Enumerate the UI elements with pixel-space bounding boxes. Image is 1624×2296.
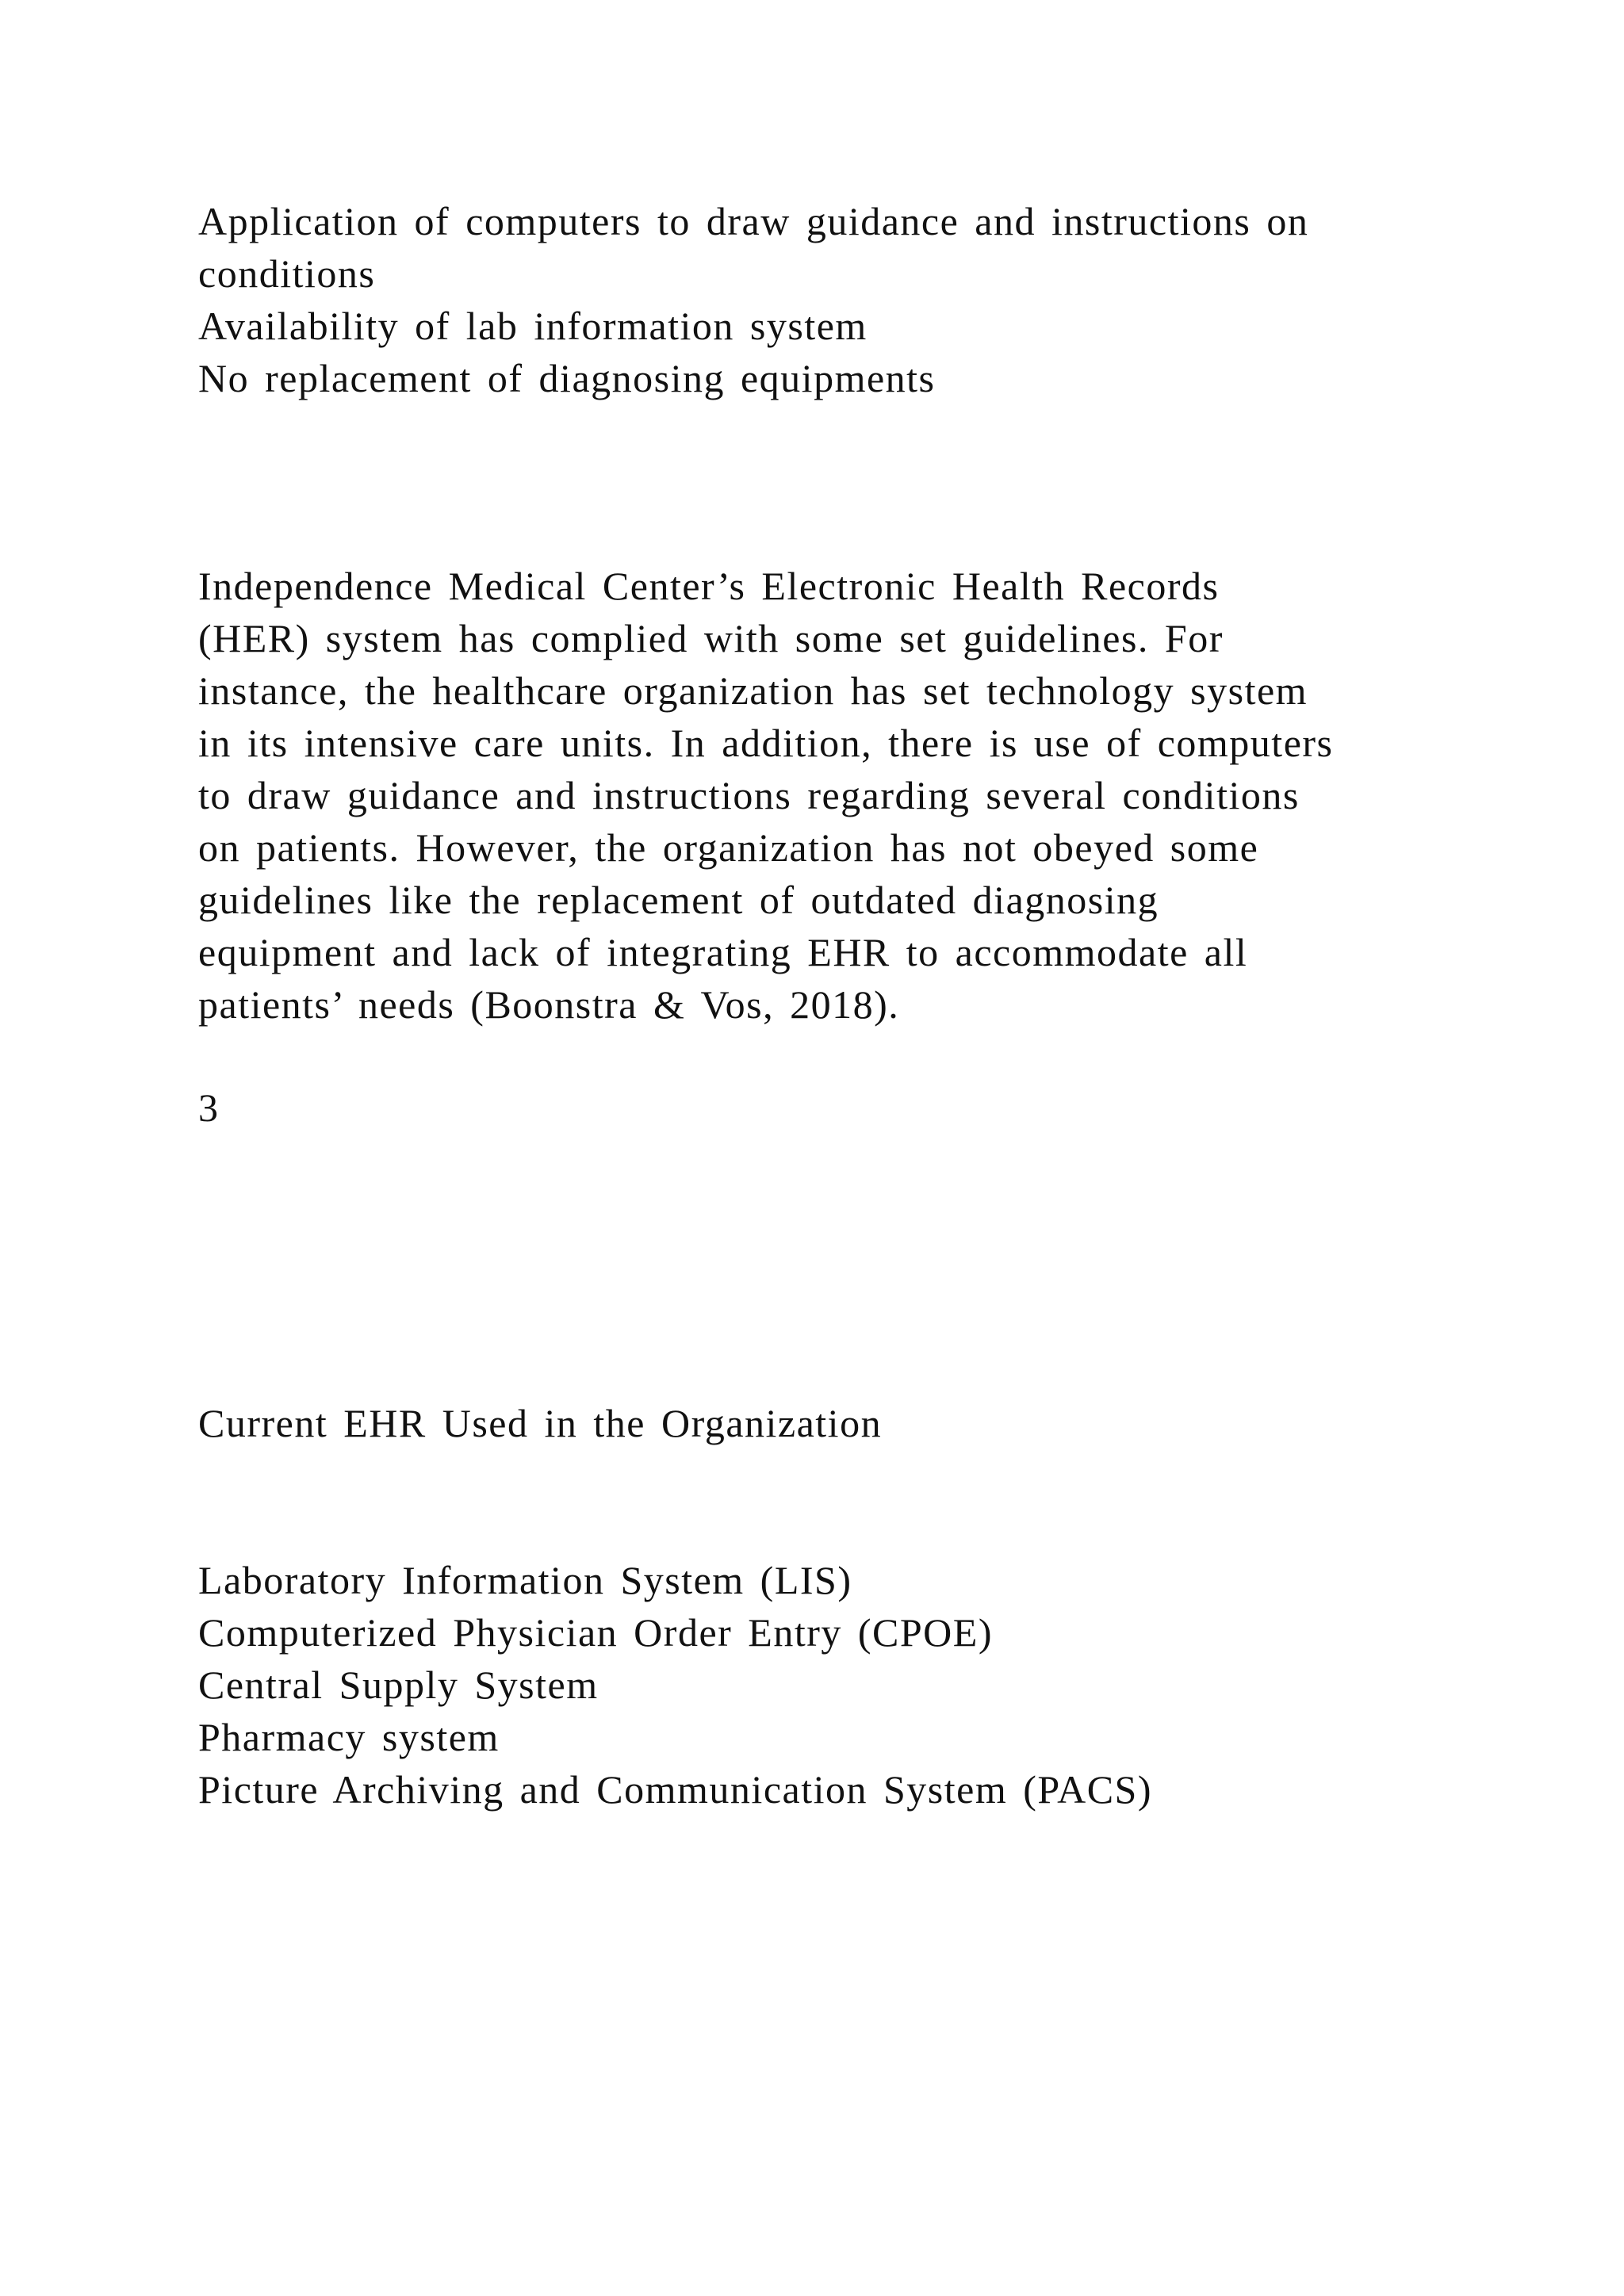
list-item: conditions	[198, 251, 376, 296]
body-paragraph	[198, 560, 1435, 1031]
list-item: No replacement of diagnosing equipments	[198, 356, 936, 400]
section-heading: Current EHR Used in the Organization	[198, 1401, 883, 1445]
paragraph-line: to draw guidance and instructions regarding several conditions	[198, 773, 1300, 817]
paragraph-line: equipment and lack of integrating EHR to accommodate all	[198, 930, 1248, 974]
paragraph-line: (HER) system has complied with some set guidelines. For	[198, 616, 1224, 660]
list-item: Pharmacy system	[198, 1715, 500, 1759]
list-item: Central Supply System	[198, 1663, 599, 1707]
paragraph-line: patients’ needs (Boonstra & Vos, 2018).	[198, 982, 900, 1027]
paragraph-line: in its intensive care units. In addition, there is use of computers	[198, 721, 1334, 765]
paragraph-line: on patients. However, the organization has not obeyed some	[198, 825, 1259, 870]
paragraph-line: Independence Medical Center’s Electronic Health Records	[198, 564, 1220, 608]
list-item: Computerized Physician Order Entry (CPOE)	[198, 1610, 993, 1655]
list-item: Application of computers to draw guidance and instructions on	[198, 199, 1309, 243]
paragraph-line: instance, the healthcare organization has set technology system	[198, 668, 1308, 713]
top-list	[198, 195, 1435, 404]
paragraph-line: guidelines like the replacement of outdated diagnosing	[198, 878, 1159, 922]
list-item: Availability of lab information system	[198, 304, 868, 348]
list-item: Picture Archiving and Communication System (PACS)	[198, 1767, 1153, 1812]
page-number: 3	[198, 1085, 220, 1130]
ehr-system-list	[198, 1554, 1435, 1816]
list-item: Laboratory Information System (LIS)	[198, 1558, 852, 1602]
